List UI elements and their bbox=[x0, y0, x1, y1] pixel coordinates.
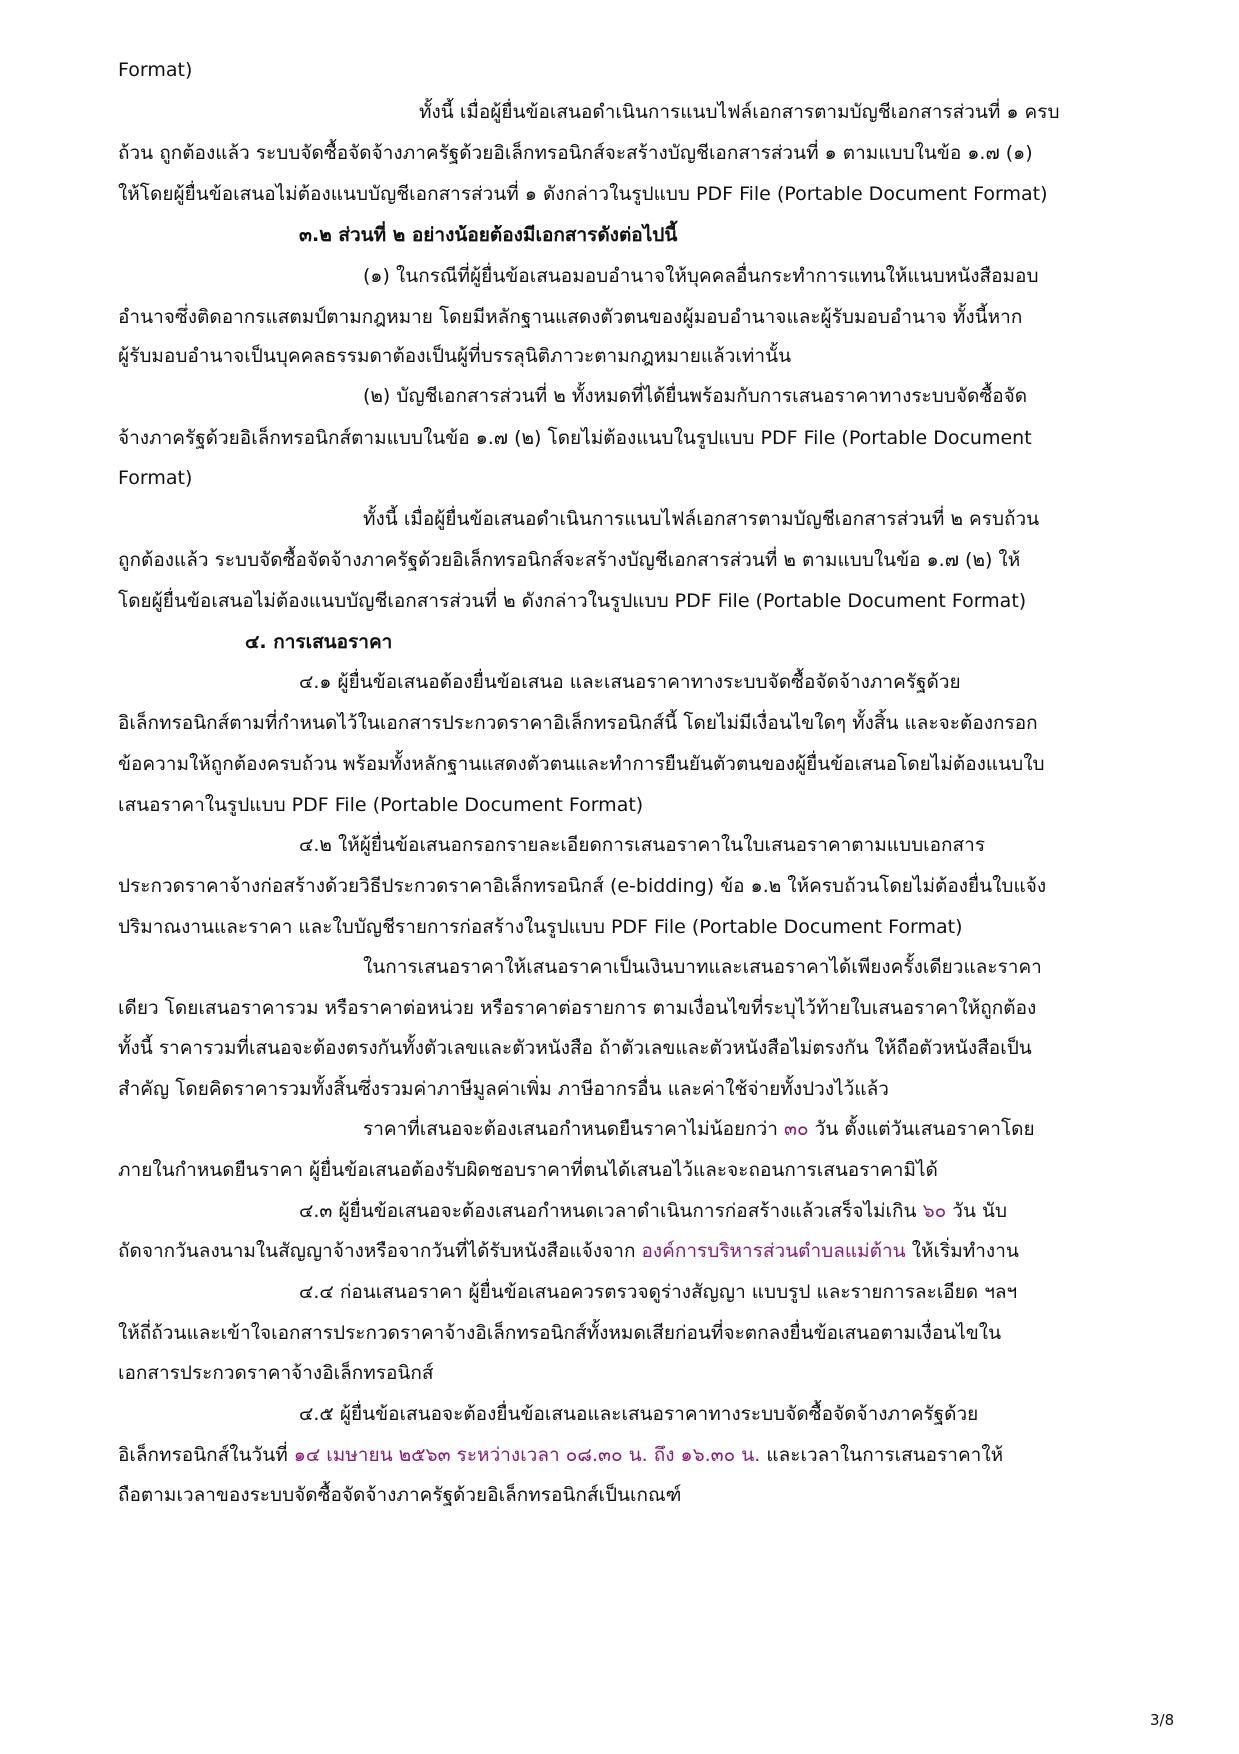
text-segment: และเวลาในการเสนอราคาให้ bbox=[760, 1444, 1004, 1466]
text-line: ถือตามเวลาของระบบจัดซื้อจัดจ้างภาครัฐด้วยอิเล็กทรอนิกส์เป็นเกณฑ์ bbox=[118, 1484, 682, 1506]
text-line: ข้อความให้ถูกต้องครบถ้วน พร้อมทั้งหลักฐานแสดงตัวตนและทำการยืนยันตัวตนของผู้ยื่นข้อเสนอโดยไม่ต้องแนบใบ bbox=[118, 753, 1045, 775]
section-heading: ๓.๒ ส่วนที่ ๒ อย่างน้อยต้องมีเอกสารดังต่อไปนี้ bbox=[299, 224, 678, 246]
highlighted-value: ๖๐ bbox=[922, 1200, 947, 1222]
text-line bbox=[299, 1196, 1128, 1228]
text-line: เดียว โดยเสนอราคารวม หรือราคาต่อหน่วย หรือราคาต่อรายการ ตามเงื่อนไขที่ระบุไว้ท้ายใบเสนอราคาให้ถูกต้อง bbox=[118, 997, 1037, 1019]
text-line: ๔.๔ ก่อนเสนอราคา ผู้ยื่นข้อเสนอควรตรวจดูร่างสัญญา แบบรูป และรายการละเอียด ฯลฯ bbox=[299, 1281, 1018, 1303]
text-line: ถูกต้องแล้ว ระบบจัดซื้อจัดจ้างภาครัฐด้วยอิเล็กทรอนิกส์จะสร้างบัญชีเอกสารส่วนที่ ๒ ตามแบบในข้อ ๑.๗ (๒) ให้ bbox=[118, 549, 1021, 571]
text-line: ถ้วน ถูกต้องแล้ว ระบบจัดซื้อจัดจ้างภาครัฐด้วยอิเล็กทรอนิกส์จะสร้างบัญชีเอกสารส่วนที่ ๑ ตามแบบในข้อ ๑.๗ (๑) bbox=[118, 142, 1033, 164]
text-line: ให้ถี่ถ้วนและเข้าใจเอกสารประกวดราคาจ้างอิเล็กทรอนิกส์ทั้งหมดเสียก่อนที่จะตกลงยื่นข้อเสนอตามเงื่อนไขใน bbox=[118, 1322, 1002, 1344]
text-line: อิเล็กทรอนิกส์ตามที่กำหนดไว้ในเอกสารประกวดราคาอิเล็กทรอนิกส์นี้ โดยไม่มีเงื่อนไขใดๆ ทั้งสิ้น และจะต้องกรอก bbox=[118, 712, 1038, 734]
text-line: อำนาจซึ่งติดอากรแสตมป์ตามกฎหมาย โดยมีหลักฐานแสดงตัวตนของผู้มอบอำนาจและผู้รับมอบอำนาจ ทั้งนี้หาก bbox=[118, 306, 1023, 328]
text-line: ให้โดยผู้ยื่นข้อเสนอไม่ต้องแนบบัญชีเอกสารส่วนที่ ๑ ดังกล่าวในรูปแบบ PDF File (Portable Document Format) bbox=[118, 183, 1048, 205]
page-number: 3/8 bbox=[1150, 1711, 1175, 1729]
text-line: ประกวดราคาจ้างก่อสร้างด้วยวิธีประกวดราคาอิเล็กทรอนิกส์ (e-bidding) ข้อ ๑.๒ ให้ครบถ้วนโดยไม่ต้องยื่นใบแจ้ง bbox=[118, 875, 1047, 897]
text-line: ทั้งนี้ ราคารวมที่เสนอจะต้องตรงกันทั้งตัวเลขและตัวหนังสือ ถ้าตัวเลขและตัวหนังสือไม่ตรงกัน ให้ถือตัวหนังสือเป็น bbox=[118, 1037, 1032, 1059]
text-line bbox=[363, 1114, 1128, 1146]
text-segment: ถัดจากวันลงนามในสัญญาจ้างหรือจากวันที่ได้รับหนังสือแจ้งจาก bbox=[118, 1240, 642, 1262]
text-line: (๒) บัญชีเอกสารส่วนที่ ๒ ทั้งหมดที่ได้ยื่นพร้อมกับการเสนอราคาทางระบบจัดซื้อจัด bbox=[363, 385, 1028, 407]
highlighted-value: ๑๔ เมษายน ๒๕๖๓ bbox=[293, 1444, 451, 1466]
text-line: ภายในกำหนดยืนราคา ผู้ยื่นข้อเสนอต้องรับผิดชอบราคาที่ตนได้เสนอไว้และจะถอนการเสนอราคามิได้ bbox=[118, 1159, 938, 1181]
text-line: ทั้งนี้ เมื่อผู้ยื่นข้อเสนอดำเนินการแนบไฟล์เอกสารตามบัญชีเอกสารส่วนที่ ๑ ครบ bbox=[419, 101, 1060, 123]
text-line: เอกสารประกวดราคาจ้างอิเล็กทรอนิกส์ bbox=[118, 1362, 434, 1384]
text-line: Format) bbox=[118, 59, 193, 81]
text-line: ทั้งนี้ เมื่อผู้ยื่นข้อเสนอดำเนินการแนบไฟล์เอกสารตามบัญชีเอกสารส่วนที่ ๒ ครบถ้วน bbox=[363, 508, 1040, 530]
text-segment: ให้เริ่มทำงาน bbox=[905, 1240, 1019, 1262]
section-heading: ๔. การเสนอราคา bbox=[245, 631, 393, 653]
text-line: ๔.๒ ให้ผู้ยื่นข้อเสนอกรอกรายละเอียดการเสนอราคาในใบเสนอราคาตามแบบเอกสาร bbox=[299, 834, 986, 856]
text-line: เสนอราคาในรูปแบบ PDF File (Portable Document Format) bbox=[118, 794, 644, 816]
text-line: จ้างภาครัฐด้วยอิเล็กทรอนิกส์ตามแบบในข้อ ๑.๗ (๒) โดยไม่ต้องแนบในรูปแบบ PDF File (Portable Document bbox=[118, 427, 1032, 449]
text-line: (๑) ในกรณีที่ผู้ยื่นข้อเสนอมอบอำนาจให้บุคคลอื่นกระทำการแทนให้แนบหนังสือมอบ bbox=[363, 265, 1039, 287]
text-segment: วัน นับ bbox=[946, 1200, 1008, 1222]
text-segment: ราคาที่เสนอจะต้องเสนอกำหนดยืนราคาไม่น้อยกว่า bbox=[363, 1118, 785, 1140]
text-line: ปริมาณงานและราคา และใบบัญชีรายการก่อสร้างในรูปแบบ PDF File (Portable Document Format) bbox=[118, 916, 963, 938]
text-line: โดยผู้ยื่นข้อเสนอไม่ต้องแนบบัญชีเอกสารส่วนที่ ๒ ดังกล่าวในรูปแบบ PDF File (Portable Document Format) bbox=[118, 590, 1027, 612]
text-line: Format) bbox=[118, 467, 193, 489]
highlighted-value: องค์การบริหารส่วนตำบลแม่ต้าน bbox=[641, 1240, 906, 1262]
text-line bbox=[118, 1440, 1128, 1472]
text-line: สำคัญ โดยคิดราคารวมทั้งสิ้นซึ่งรวมค่าภาษีมูลค่าเพิ่ม ภาษีอากรอื่น และค่าใช้จ่ายทั้งปวงไว้แล้ว bbox=[118, 1078, 889, 1100]
text-line bbox=[118, 1236, 1128, 1268]
text-line: ๔.๕ ผู้ยื่นข้อเสนอจะต้องยื่นข้อเสนอและเสนอราคาทางระบบจัดซื้อจัดจ้างภาครัฐด้วย bbox=[299, 1403, 979, 1425]
text-line: ๔.๑ ผู้ยื่นข้อเสนอต้องยื่นข้อเสนอ และเสนอราคาทางระบบจัดซื้อจัดจ้างภาครัฐด้วย bbox=[299, 671, 961, 693]
text-line: ในการเสนอราคาให้เสนอราคาเป็นเงินบาทและเสนอราคาได้เพียงครั้งเดียวและราคา bbox=[363, 956, 1042, 978]
text-segment: วัน ตั้งแต่วันเสนอราคาโดย bbox=[808, 1118, 1035, 1140]
text-segment: อิเล็กทรอนิกส์ในวันที่ bbox=[118, 1444, 294, 1466]
highlighted-value: ๓๐ bbox=[784, 1118, 809, 1140]
text-segment: ๔.๓ ผู้ยื่นข้อเสนอจะต้องเสนอกำหนดเวลาดำเนินการก่อสร้างแล้วเสร็จไม่เกิน bbox=[299, 1200, 923, 1222]
highlighted-value: ระหว่างเวลา ๐๘.๓๐ น. ถึง ๑๖.๓๐ น. bbox=[456, 1444, 761, 1466]
text-line: ผู้รับมอบอำนาจเป็นบุคคลธรรมดาต้องเป็นผู้ที่บรรลุนิติภาวะตามกฎหมายแล้วเท่านั้น bbox=[118, 345, 792, 367]
